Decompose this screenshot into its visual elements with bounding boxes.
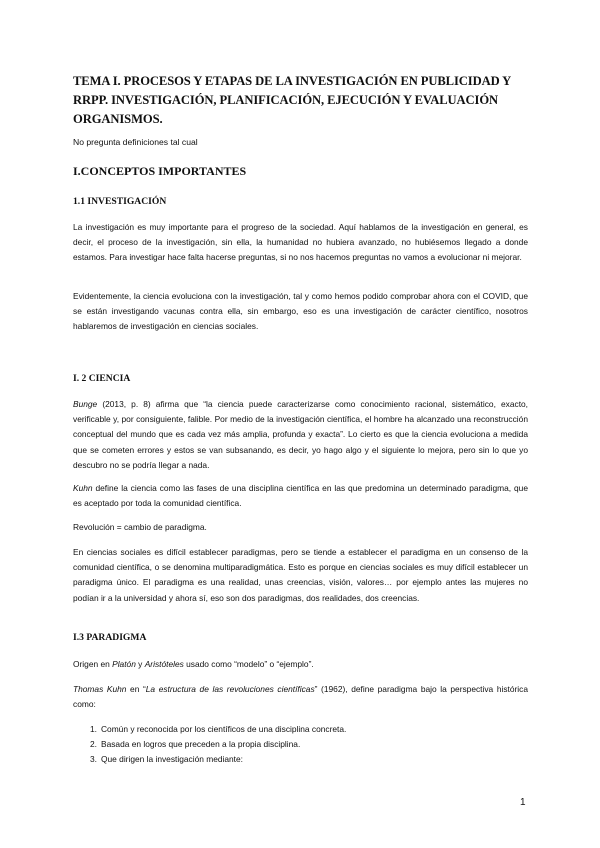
document-title: TEMA I. PROCESOS Y ETAPAS DE LA INVESTIGACIÓN EN PUBLICIDAD Y RRPP. INVESTIGACIÓN, PLANIFICACIÓN, EJECUCIÓN Y EVALUACIÓN ORGANISMOS.	[73, 74, 511, 126]
kuhn-en: en “	[126, 684, 146, 694]
list-item-number: 3.	[90, 754, 97, 765]
list-item	[73, 752, 528, 767]
author-aristoteles: Aristóteles	[144, 659, 184, 669]
paragraph-kuhn-text: define la ciencia como las fases de una disciplina científica en las que predomina un determinado paradigma, que es aceptado por toda la comunidad científica.	[73, 483, 528, 509]
origen-and: y	[135, 659, 145, 669]
paragraph-bunge	[73, 397, 528, 473]
list-item-text: Común y reconocida por los científicos de una disciplina concreta.	[101, 724, 347, 734]
author-thomas-kuhn: Thomas Kuhn	[73, 684, 127, 694]
paradigm-criteria-list	[73, 722, 528, 768]
paragraph-bunge-text: (2013, p. 8) afirma que “la ciencia puede caracterizarse como conocimiento racional, sistemático, exacto, verificable y, por consiguiente, falible. Por medio de la investigación científica, el hombre ha alcanzado una reconstrucción conceptual del mundo que es cada vez más amplia, profunda y exacta”. Lo cierto es que la ciencia evoluciona a medida que se cometen errores y estos se van subsanando, es decir, yo hago algo y el siguiente lo mejora, pero sin lo que yo descubro no se podría llegar a nada.	[73, 399, 528, 470]
author-kuhn: Kuhn	[73, 483, 93, 493]
list-item-number: 1.	[90, 724, 97, 734]
kuhn-define: ” (1962), define paradigma bajo la perspectiva histórica como:	[73, 684, 529, 710]
section-heading-conceptos: I.CONCEPTOS IMPORTANTES	[73, 164, 247, 178]
list-item-text: Basada en logros que preceden a la propia disciplina.	[101, 739, 301, 750]
paragraph-investigacion-1: La investigación es muy importante para el progreso de la sociedad. Aquí hablamos de la investigación en general, es decir, el proceso de la investigación, sin ella, la humanidad no hubiera avanzado, no hubiésemos llegado a donde estamos. Para investigar hace falta hacerse preguntas, si no nos hacemos preguntas no vamos a evolucionar ni mejorar.	[73, 222, 528, 263]
subheading-paradigma: I.3 PARADIGMA	[73, 632, 147, 643]
page-number: 1	[520, 797, 526, 808]
origen-suffix: usado como “modelo” o “ejemplo”.	[183, 659, 314, 669]
paragraph-investigacion-2: Evidentemente, la ciencia evoluciona con la investigación, tal y como hemos podido comprobar ahora con el COVID, que se están investigando vacunas contra ella, sin embargo, eso es una investigación de carácter científico, nosotros hablaremos de investigación en ciencias sociales.	[73, 291, 528, 332]
author-bunge: Bunge	[73, 399, 98, 409]
note-text: No pregunta definiciones tal cual	[73, 137, 198, 147]
paragraph-thomas-kuhn	[73, 682, 528, 712]
subheading-ciencia: I. 2 CIENCIA	[73, 373, 131, 384]
list-item	[73, 737, 528, 752]
list-item-text: Que dirigen la investigación mediante:	[101, 754, 243, 765]
subheading-investigacion: 1.1 INVESTIGACIÓN	[73, 196, 167, 207]
list-item	[73, 722, 528, 737]
book-title: La estructura de las revoluciones científicas	[145, 684, 315, 694]
paragraph-ciencias-sociales: En ciencias sociales es difícil establecer paradigmas, pero se tiende a establecer el paradigma en un consenso de la comunidad científica, o se denomina multiparadigmática. Esto es porque en ciencias sociales es muy difícil establecer un paradigma único. El paradigma es una realidad, unas creencias, visión, valores… por ejemplo antes las mujeres no podían ir a la universidad y ahora sí, eso son dos paradigmas, dos realidades, dos creencias.	[73, 547, 528, 603]
author-platon: Platón	[112, 659, 136, 669]
list-item-number: 2.	[90, 739, 97, 750]
origen-prefix: Origen en	[73, 659, 113, 669]
paragraph-origen	[73, 657, 528, 672]
paragraph-revolucion: Revolución = cambio de paradigma.	[73, 522, 207, 532]
paragraph-kuhn	[73, 481, 528, 511]
